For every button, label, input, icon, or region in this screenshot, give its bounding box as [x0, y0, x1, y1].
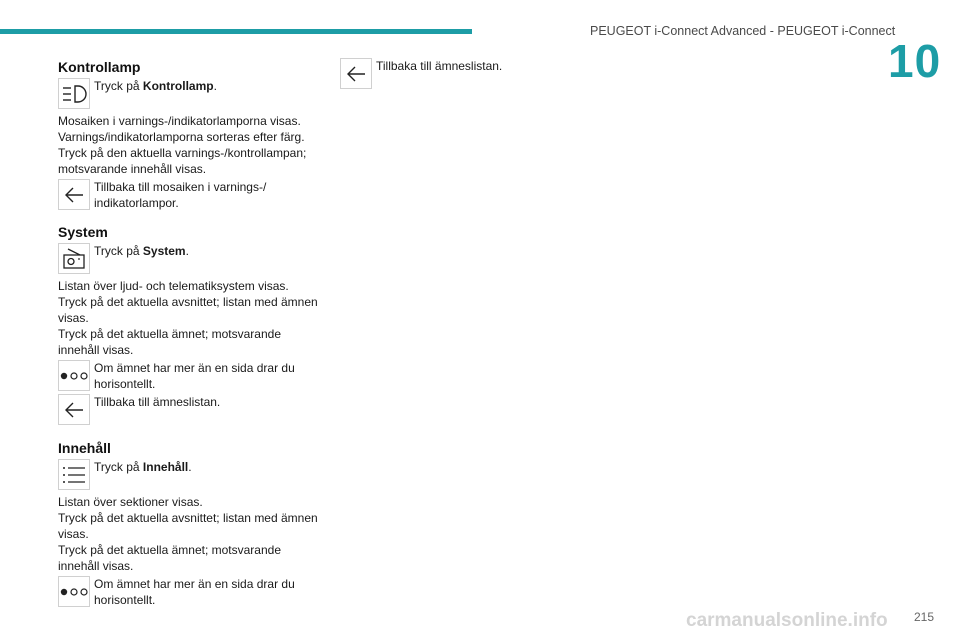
- paragraph-line: Tryck på det aktuella ämnet; motsvarande: [58, 327, 281, 341]
- left-column: [58, 58, 330, 608]
- kontrollamp-step: [58, 78, 330, 109]
- kontrollamp-back-step: [58, 179, 330, 211]
- innehall-swipe-step: [58, 576, 330, 608]
- step-keyword: System: [142, 244, 186, 258]
- warning-lights-icon: [58, 78, 90, 109]
- back-text: Tillbaka till ämneslistan.: [376, 59, 503, 73]
- back-text: Tillbaka till mosaiken i varnings-/ indikatorlampor.: [94, 180, 267, 210]
- page-number: 215: [914, 610, 935, 624]
- innehall-step: [58, 459, 330, 490]
- step-prefix: Tryck på: [94, 244, 143, 258]
- section-title-kontrollamp: Kontrollamp: [58, 59, 141, 75]
- radio-icon: [58, 243, 90, 274]
- paragraph-line: Tryck på det aktuella avsnittet; listan med ämnen: [58, 511, 318, 525]
- section-title-innehall: Innehåll: [58, 440, 111, 456]
- right-column: [340, 58, 612, 89]
- step-suffix: .: [188, 460, 192, 474]
- paragraph-line: Mosaiken i varnings-/indikatorlamporna visas.: [58, 114, 301, 128]
- back-arrow-icon: [58, 179, 90, 210]
- step-suffix: .: [213, 79, 217, 93]
- paragraph-line: visas.: [58, 527, 89, 541]
- step-keyword: Kontrollamp: [142, 79, 214, 93]
- system-step: [58, 243, 330, 274]
- chapter-number: 10: [888, 35, 942, 87]
- system-swipe-step: [58, 360, 330, 392]
- swipe-text: Om ämnet har mer än en sida drar du horisontellt.: [94, 577, 295, 607]
- paragraph-line: visas.: [58, 311, 89, 325]
- pagination-dots-icon: [58, 360, 90, 391]
- header-title: PEUGEOT i-Connect Advanced - PEUGEOT i-Connect: [590, 24, 896, 38]
- swipe-text: Om ämnet har mer än en sida drar du horisontellt.: [94, 361, 295, 391]
- step-suffix: .: [185, 244, 189, 258]
- back-arrow-icon: [340, 58, 372, 89]
- step-prefix: Tryck på: [94, 460, 143, 474]
- paragraph-line: motsvarande innehåll visas.: [58, 162, 207, 176]
- kontrollamp-paragraph: [58, 113, 330, 177]
- paragraph-line: Listan över ljud- och telematiksystem visas.: [58, 279, 289, 293]
- paragraph-line: Tryck på det aktuella ämnet; motsvarande: [58, 543, 281, 557]
- list-icon: [58, 459, 90, 490]
- paragraph-line: innehåll visas.: [58, 343, 134, 357]
- watermark: carmanualsonline.info: [686, 610, 888, 631]
- system-paragraph: [58, 278, 330, 358]
- innehall-paragraph: [58, 494, 330, 574]
- back-text: Tillbaka till ämneslistan.: [94, 395, 221, 409]
- header-accent-bar: [0, 29, 472, 34]
- section-title-system: System: [58, 224, 108, 240]
- right-back-step: [340, 58, 612, 89]
- paragraph-line: Listan över sektioner visas.: [58, 495, 203, 509]
- step-keyword: Innehåll: [142, 460, 189, 474]
- back-arrow-icon: [58, 394, 90, 425]
- system-back-step: [58, 394, 330, 425]
- paragraph-line: Varnings/indikatorlamporna sorteras efter färg.: [58, 130, 305, 144]
- step-prefix: Tryck på: [94, 79, 143, 93]
- paragraph-line: Tryck på den aktuella varnings-/kontrollampan;: [58, 146, 307, 160]
- paragraph-line: innehåll visas.: [58, 559, 134, 573]
- pagination-dots-icon: [58, 576, 90, 607]
- paragraph-line: Tryck på det aktuella avsnittet; listan med ämnen: [58, 295, 318, 309]
